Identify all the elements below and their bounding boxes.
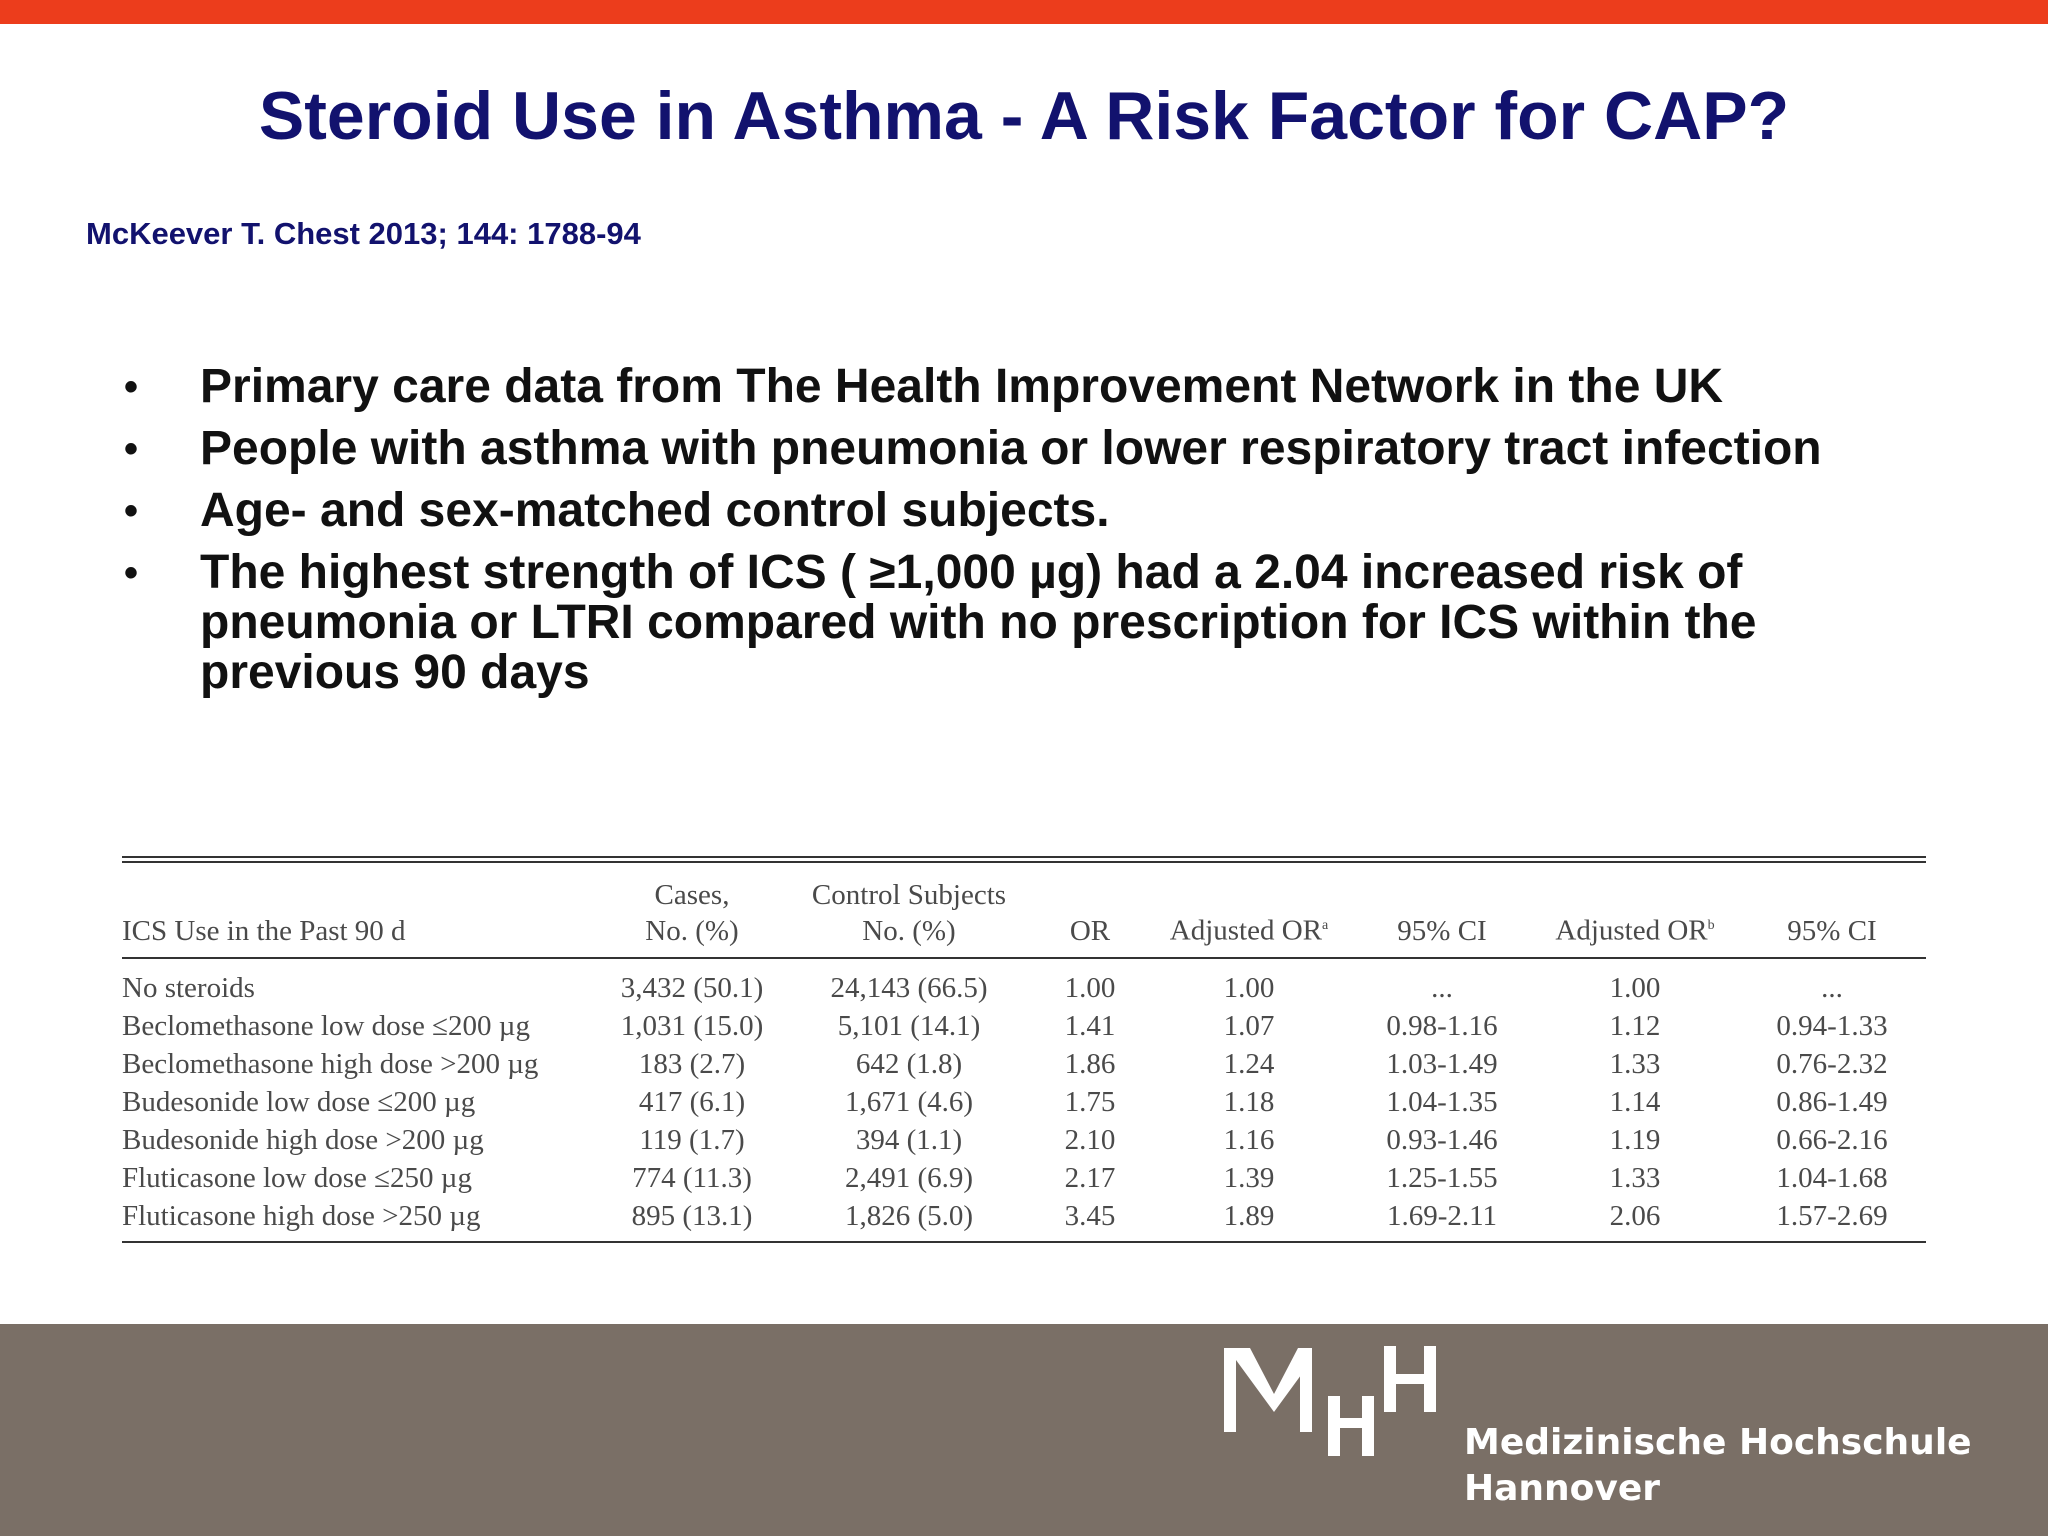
institution-line-2: Hannover [1464, 1468, 1661, 1509]
adjusted-or-a-value: 1.89 [1223, 1200, 1275, 1232]
ci-a-value: 1.03-1.49 [1386, 1048, 1498, 1080]
table-row [122, 958, 1926, 1007]
institution-line-1: Medizinische Hochschule [1464, 1422, 1972, 1463]
row-label: Budesonide high dose >200 µg [122, 1124, 484, 1156]
bullet-icon: • [123, 551, 138, 595]
ci-a-value: ... [1431, 972, 1453, 1004]
table-row [122, 1045, 1926, 1083]
adjusted-or-b-value: 1.33 [1609, 1162, 1661, 1194]
bullet-text: The highest strength of ICS ( ≥1,000 µg) had a 2.04 increased risk of pneumonia or LTRI compared with no prescription for ICS within the previous 90 days [200, 546, 1757, 699]
institution-name [1464, 1420, 1972, 1512]
citation: McKeever T. Chest 2013; 144: 1788-94 [86, 216, 641, 251]
cases-value: 895 (13.1) [631, 1200, 753, 1232]
ci-b-value: 0.66-2.16 [1776, 1124, 1888, 1156]
ci-a-value: 0.98-1.16 [1386, 1010, 1498, 1042]
results-table [122, 856, 1926, 1243]
controls-value: 394 (1.1) [855, 1124, 963, 1156]
header-cases-line1: Cases, [654, 879, 730, 911]
adjusted-or-a-value: 1.07 [1223, 1010, 1275, 1042]
header-ics-use: ICS Use in the Past 90 d [122, 863, 600, 958]
header-adjusted-or-a [1146, 863, 1352, 958]
table-row [122, 1007, 1926, 1045]
bullet-text: People with asthma with pneumonia or lower respiratory tract infection [200, 422, 1822, 475]
header-or: OR [1034, 863, 1146, 958]
bullet-icon: • [123, 489, 138, 533]
header-adjusted-or-b [1532, 863, 1738, 958]
cases-value: 774 (11.3) [632, 1162, 752, 1194]
bullet-text: Age- and sex-matched control subjects. [200, 484, 1110, 537]
row-label: Fluticasone low dose ≤250 µg [122, 1162, 472, 1194]
bullet-item [116, 424, 1936, 474]
ci-b-value: ... [1821, 972, 1843, 1004]
adjusted-or-b-value: 1.12 [1609, 1010, 1661, 1042]
controls-value: 642 (1.8) [855, 1048, 963, 1080]
controls-value: 24,143 (66.5) [830, 972, 988, 1004]
ci-b-value: 1.57-2.69 [1776, 1200, 1888, 1232]
adjusted-or-b-value: 2.06 [1609, 1200, 1661, 1232]
bullet-icon: • [123, 427, 138, 471]
ci-a-value: 1.69-2.11 [1386, 1200, 1498, 1232]
cases-value: 183 (2.7) [638, 1048, 746, 1080]
table-row [122, 1159, 1926, 1197]
cases-value: 3,432 (50.1) [620, 972, 764, 1004]
or-value: 1.75 [1064, 1086, 1116, 1118]
or-value: 1.41 [1064, 1010, 1116, 1042]
adjusted-or-b-value: 1.00 [1609, 972, 1661, 1004]
adjusted-or-a-value: 1.16 [1223, 1124, 1275, 1156]
or-value: 3.45 [1064, 1200, 1116, 1232]
adjusted-or-a-value: 1.18 [1223, 1086, 1275, 1118]
bullet-item [116, 486, 1936, 536]
ci-b-value: 0.94-1.33 [1776, 1010, 1888, 1042]
bullet-item [116, 362, 1936, 412]
row-label: Beclomethasone low dose ≤200 µg [122, 1010, 530, 1042]
table-top-rule [122, 856, 1926, 863]
ci-b-value: 1.04-1.68 [1776, 1162, 1888, 1194]
or-value: 2.10 [1064, 1124, 1116, 1156]
adjusted-or-a-value: 1.24 [1223, 1048, 1275, 1080]
table-body [122, 958, 1926, 1241]
header-cases [600, 863, 784, 958]
or-value: 2.17 [1064, 1162, 1116, 1194]
row-label: Beclomethasone high dose >200 µg [122, 1048, 539, 1080]
row-label: No steroids [122, 972, 255, 1004]
table-bottom-rule [122, 1241, 1926, 1243]
ci-a-value: 1.04-1.35 [1386, 1086, 1498, 1118]
adjusted-or-b-value: 1.14 [1609, 1086, 1661, 1118]
cases-value: 119 (1.7) [639, 1124, 745, 1156]
bullet-item [116, 548, 1936, 698]
footnote-b-marker: b [1707, 918, 1715, 934]
header-controls-line2: No. (%) [862, 915, 956, 947]
slide-title: Steroid Use in Asthma - A Risk Factor for CAP? [258, 78, 1790, 154]
table-header-row [122, 863, 1926, 958]
header-cases-line2: No. (%) [645, 915, 739, 947]
table-row [122, 1121, 1926, 1159]
mhh-logo-icon [1222, 1342, 1442, 1462]
cases-value: 417 (6.1) [638, 1086, 746, 1118]
table-row [122, 1083, 1926, 1121]
bullet-icon: • [123, 365, 138, 409]
controls-value: 2,491 (6.9) [844, 1162, 974, 1194]
row-label: Fluticasone high dose >250 µg [122, 1200, 481, 1232]
table-row [122, 1197, 1926, 1241]
or-value: 1.86 [1064, 1048, 1116, 1080]
controls-value: 5,101 (14.1) [837, 1010, 981, 1042]
row-label: Budesonide low dose ≤200 µg [122, 1086, 476, 1118]
header-ci-b: 95% CI [1738, 863, 1926, 958]
ci-b-value: 0.86-1.49 [1776, 1086, 1888, 1118]
cases-value: 1,031 (15.0) [620, 1010, 764, 1042]
header-adjusted-or-b-label: Adjusted OR [1555, 915, 1708, 947]
ci-a-value: 0.93-1.46 [1386, 1124, 1498, 1156]
adjusted-or-b-value: 1.33 [1609, 1048, 1661, 1080]
header-ci-a: 95% CI [1352, 863, 1532, 958]
header-adjusted-or-a-label: Adjusted OR [1169, 915, 1323, 947]
adjusted-or-b-value: 1.19 [1609, 1124, 1661, 1156]
bullet-list [116, 362, 1936, 710]
or-value: 1.00 [1064, 972, 1116, 1004]
ci-b-value: 0.76-2.32 [1776, 1048, 1888, 1080]
adjusted-or-a-value: 1.39 [1223, 1162, 1275, 1194]
top-accent-bar [0, 0, 2048, 24]
ics-odds-table [122, 863, 1926, 1241]
header-controls [784, 863, 1034, 958]
controls-value: 1,671 (4.6) [844, 1086, 974, 1118]
adjusted-or-a-value: 1.00 [1223, 972, 1275, 1004]
header-controls-line1: Control Subjects [811, 879, 1007, 911]
controls-value: 1,826 (5.0) [844, 1200, 974, 1232]
bullet-text: Primary care data from The Health Improvement Network in the UK [200, 360, 1724, 413]
footnote-a-marker: a [1322, 918, 1329, 934]
ci-a-value: 1.25-1.55 [1386, 1162, 1498, 1194]
